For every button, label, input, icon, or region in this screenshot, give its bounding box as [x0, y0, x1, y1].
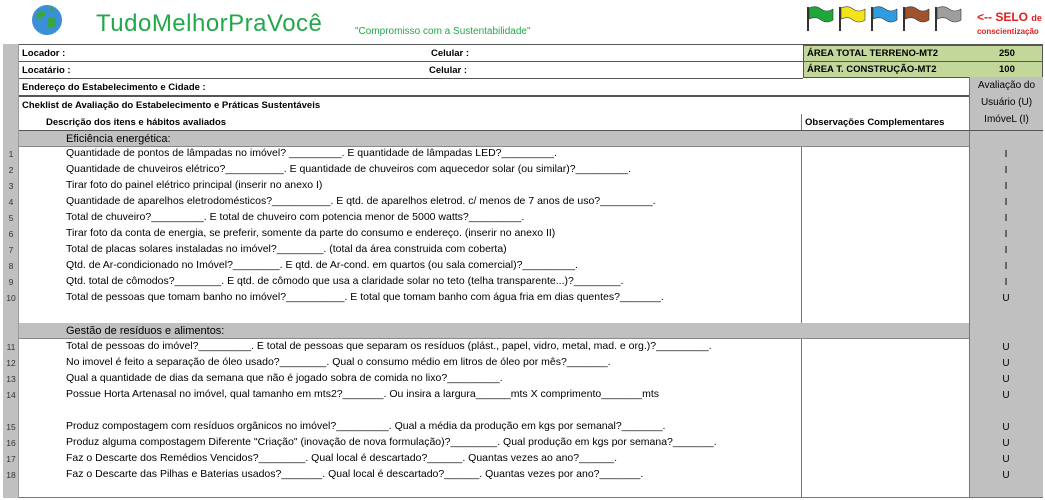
row-number: 10 — [6, 293, 16, 303]
evaluation-mark: I — [1004, 181, 1008, 192]
area-construcao-value: 100 — [999, 64, 1015, 75]
evaluation-mark: U — [1002, 374, 1010, 385]
row-number: 3 — [8, 181, 14, 191]
evaluation-mark: U — [1002, 358, 1010, 369]
evaluation-mark: I — [1004, 277, 1008, 288]
area-total-label: ÁREA TOTAL TERRENO-MT2 — [807, 48, 939, 59]
row-number: 1 — [8, 149, 14, 159]
row-number: 2 — [8, 165, 14, 175]
evaluation-mark: U — [1002, 438, 1010, 449]
evaluation-mark: U — [1002, 470, 1010, 481]
avaliacao-line-3: ImóveL (I) — [984, 114, 1029, 125]
row-number: 9 — [8, 277, 14, 287]
row-number: 11 — [6, 342, 16, 352]
avaliacao-line-1: Avaliação do — [977, 80, 1036, 91]
evaluation-mark: I — [1004, 213, 1008, 224]
row-number: 5 — [8, 213, 14, 223]
evaluation-mark: I — [1004, 165, 1008, 176]
checklist-row — [19, 97, 969, 114]
checklist-item: Qtd. de Ar-condicionado no Imóvel?________. E qtd. de Ar-cond. em quartos (ou sala comercial)?_________. — [66, 259, 578, 271]
evaluation-mark: I — [1004, 149, 1008, 160]
section-energia-title: Eficiência energética: — [66, 133, 171, 145]
globe-logo-icon — [30, 3, 64, 37]
blue-flag-icon — [870, 6, 898, 32]
observacoes-column-line — [801, 146, 802, 498]
divider — [19, 497, 1043, 498]
green-flag-icon — [806, 6, 834, 32]
checklist-item: Quantidade de aparelhos eletrodomésticos?__________. E qtd. de aparelhos eletrod. c/ menos de 7 anos de uso?_________. — [66, 195, 656, 207]
evaluation-mark: I — [1004, 261, 1008, 272]
locador-label: Locador : — [22, 48, 66, 59]
checklist-item: Total de chuveiro?_________. E total de chuveiro com potencia menor de 5000 watts?_________. — [66, 211, 525, 223]
checklist-title: Cheklist de Avaliação do Estabelecimento e Práticas Sustentáveis — [22, 100, 321, 111]
celular-label-2: Celular : — [429, 65, 468, 76]
checklist-item: Quantidade de pontos de lâmpadas no imóvel? _________. E quantidade de lâmpadas LED?_________. — [66, 147, 557, 159]
brown-flag-icon — [902, 6, 930, 32]
checklist-item: Total de placas solares instaladas no imóvel?________. (total da área construida com coberta) — [66, 243, 507, 255]
yellow-flag-icon — [838, 6, 866, 32]
checklist-item: Quantidade de chuveiros elétrico?__________. E quantidade de chuveiros com aquecedor solar (ou similar)?_________. — [66, 163, 632, 175]
evaluation-mark: U — [1002, 422, 1010, 433]
checklist-item: Tirar foto da conta de energia, se preferir, somente da parte do consumo e endereço. (inserir no anexo II) — [66, 227, 556, 239]
avaliacao-line-2: Usuário (U) — [980, 97, 1033, 108]
area-total-value: 250 — [999, 48, 1015, 59]
row-number: 14 — [6, 390, 16, 400]
checklist-item: Total de pessoas que tomam banho no imóvel?__________. E total que tomam banho com água fria em dias quentes?_______. — [66, 291, 664, 303]
area-construcao-cell — [803, 61, 1043, 78]
row-number: 18 — [6, 470, 16, 480]
gray-flag-icon — [934, 6, 962, 32]
evaluation-mark: U — [1002, 293, 1010, 304]
endereco-row — [19, 79, 969, 96]
row-number: 6 — [8, 229, 14, 239]
locatario-label: Locatário : — [22, 65, 71, 76]
area-total-cell — [803, 45, 1043, 62]
section-residuos-title: Gestão de resíduos e alimentos: — [66, 325, 225, 337]
brand-title: TudoMelhorPraVocê — [96, 10, 323, 37]
evaluation-mark: I — [1004, 245, 1008, 256]
checklist-item: Faz o Descarte dos Remédios Vencidos?________. Qual local é descartado?______. Quantas vezes ao ano?______. — [66, 452, 618, 464]
evaluation-mark: U — [1002, 454, 1010, 465]
selo-label: <-- SELO de — [977, 10, 1042, 24]
checklist-item: Produz alguma compostagem Diferente "Criação" (inovação de nova formulação)?________. Qual produção em kgs por semana?_______. — [66, 436, 717, 448]
observacoes-header: Observações Complementares — [805, 117, 945, 128]
evaluation-mark: U — [1002, 342, 1010, 353]
row-number: 17 — [6, 454, 16, 464]
locador-row — [19, 45, 803, 62]
celular-label-1: Celular : — [431, 48, 470, 59]
row-number: 15 — [6, 422, 16, 432]
evaluation-mark: I — [1004, 197, 1008, 208]
brand-slogan: "Compromisso com a Sustentabilidade" — [355, 26, 531, 37]
checklist-item: Tirar foto do painel elétrico principal (inserir no anexo I) — [66, 179, 323, 191]
evaluation-mark: I — [1004, 229, 1008, 240]
row-number: 12 — [6, 358, 16, 368]
row-number: 7 — [8, 245, 14, 255]
checklist-item: Produz compostagem com resíduos orgânicos no imóvel?_________. Qual a média da produção em kgs por semanal?_______. — [66, 420, 666, 432]
row-number: 13 — [6, 374, 16, 384]
checklist-item: Possue Horta Artenasal no imóvel, qual tamanho em mts2?_______. Ou insira a largura______mts X comprimento_______mts — [66, 388, 659, 400]
evaluation-mark: U — [1002, 390, 1010, 401]
area-construcao-label: ÁREA T. CONSTRUÇÃO-MT2 — [807, 64, 937, 75]
row-number: 4 — [8, 197, 14, 207]
divider — [801, 114, 802, 130]
checklist-item: No imovel é feito a separação de óleo usado?________. Qual o consumo médio em litros de óleo por mês?_______. — [66, 356, 611, 368]
descricao-header: Descrição dos itens e hábitos avaliados — [46, 117, 227, 128]
row-number: 8 — [8, 261, 14, 271]
locatario-row — [19, 62, 803, 79]
checklist-item: Faz o Descarte das Pilhas e Baterias usados?_______. Qual local é descartado?______. Quantas vezes por ano?_______. — [66, 468, 644, 480]
checklist-item: Total de pessoas do imóvel?_________. E total de pessoas que separam os resíduos (plást., papel, vidro, metal, mad. e org.)?_________. — [66, 340, 712, 352]
row-number: 16 — [6, 438, 16, 448]
selo-sublabel: conscientização — [977, 27, 1039, 36]
endereco-label: Endereço do Estabelecimento e Cidade : — [22, 82, 206, 93]
checklist-item: Qtd. total de cômodos?________. E qtd. de cômodo que usa a claridade solar no teto (telha transparente...)?________. — [66, 275, 624, 287]
checklist-item: Qual a quantidade de dias da semana que não é jogado sobra de comida no lixo?_________. — [66, 372, 503, 384]
